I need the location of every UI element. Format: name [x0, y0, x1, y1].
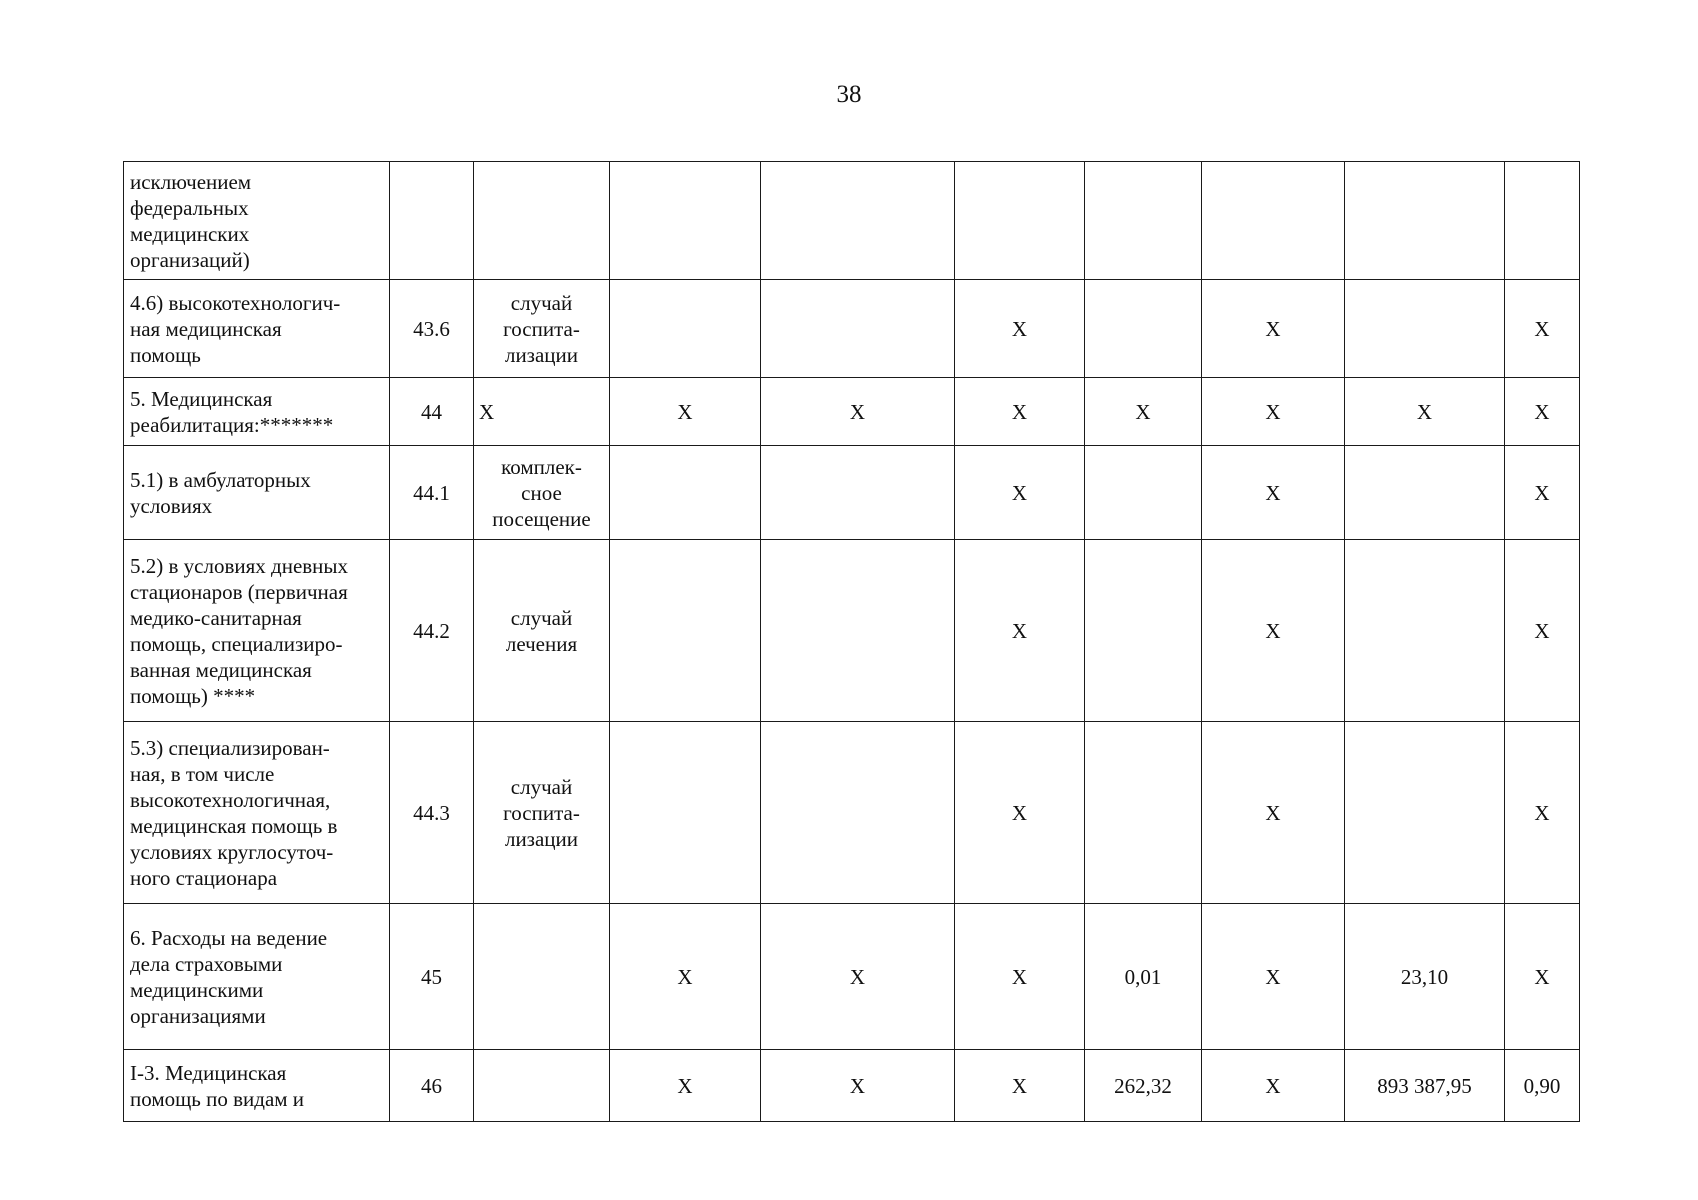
value-cell: X: [761, 1050, 955, 1122]
value-cell: [1345, 280, 1505, 378]
row-name-text: [130, 467, 384, 519]
value-cell: [610, 540, 761, 722]
unit-line: посещение: [492, 506, 591, 531]
row-name-line: дела страховыми: [130, 951, 283, 976]
unit-line: комплек-: [501, 454, 582, 479]
table-row: [124, 904, 1580, 1050]
page-number: 38: [836, 81, 862, 108]
row-name-cell: [124, 378, 390, 446]
value-cell: X: [1505, 378, 1580, 446]
table-row: [124, 446, 1580, 540]
row-code-cell: 46: [390, 1050, 474, 1122]
value-cell: 262,32: [1085, 1050, 1202, 1122]
row-name-cell: [124, 722, 390, 904]
value-cell: X: [1202, 1050, 1345, 1122]
table-row: [124, 280, 1580, 378]
table-row: [124, 722, 1580, 904]
value-cell: [1085, 162, 1202, 280]
value-cell: 23,10: [1345, 904, 1505, 1050]
row-name-line: помощь: [130, 342, 201, 367]
row-name-line: медицинскими: [130, 977, 264, 1002]
value-cell: X: [1505, 280, 1580, 378]
row-name-cell: [124, 162, 390, 280]
row-name-line: организациями: [130, 1003, 266, 1028]
value-cell: X: [761, 378, 955, 446]
value-cell: [1345, 162, 1505, 280]
row-name-line: 5.3) специализирован-: [130, 735, 330, 760]
value-cell: X: [610, 1050, 761, 1122]
row-name-text: [130, 553, 384, 709]
value-cell: [761, 280, 955, 378]
unit-cell: [474, 280, 610, 378]
unit-line: случай: [510, 605, 573, 630]
row-name-line: медицинских: [130, 221, 250, 246]
value-cell: [1505, 162, 1580, 280]
unit-cell: [474, 540, 610, 722]
row-name-text: [130, 169, 384, 273]
value-cell: X: [955, 446, 1085, 540]
row-name-cell: [124, 904, 390, 1050]
unit-line: госпита-: [503, 316, 580, 341]
row-code-cell: 44: [390, 378, 474, 446]
row-name-line: условиях: [130, 493, 213, 518]
value-cell: X: [761, 904, 955, 1050]
value-cell: [955, 162, 1085, 280]
value-cell: X: [610, 904, 761, 1050]
row-name-line: федеральных: [130, 195, 249, 220]
value-cell: X: [955, 722, 1085, 904]
unit-text: [479, 290, 604, 368]
row-name-text: [130, 1060, 384, 1112]
value-cell: [761, 540, 955, 722]
row-code-cell: 45: [390, 904, 474, 1050]
table-row: [124, 1050, 1580, 1122]
value-cell: X: [1202, 446, 1345, 540]
row-name-cell: [124, 540, 390, 722]
value-cell: [761, 162, 955, 280]
row-code-cell: [390, 162, 474, 280]
row-name-line: медицинская помощь в: [130, 813, 338, 838]
value-cell: [610, 446, 761, 540]
row-name-cell: [124, 446, 390, 540]
value-cell: [1085, 540, 1202, 722]
row-name-text: [130, 735, 384, 891]
row-name-line: ванная медицинская: [130, 657, 312, 682]
row-name-line: помощь по видам и: [130, 1086, 305, 1111]
row-name-line: ного стационара: [130, 865, 278, 890]
table-row: [124, 378, 1580, 446]
row-name-text: [130, 925, 384, 1029]
unit-line: госпита-: [503, 800, 580, 825]
value-cell: 0,01: [1085, 904, 1202, 1050]
value-cell: X: [1505, 722, 1580, 904]
value-cell: X: [1202, 904, 1345, 1050]
value-cell: [1345, 540, 1505, 722]
value-cell: [1345, 722, 1505, 904]
row-name-cell: [124, 1050, 390, 1122]
value-cell: X: [1505, 540, 1580, 722]
unit-text: [479, 454, 604, 532]
unit-line: случай: [510, 774, 573, 799]
unit-cell: [474, 162, 610, 280]
value-cell: X: [1202, 722, 1345, 904]
unit-text: [479, 605, 604, 657]
value-cell: X: [1202, 540, 1345, 722]
unit-line: лизации: [504, 342, 579, 367]
unit-cell: [474, 722, 610, 904]
value-cell: [610, 722, 761, 904]
row-name-line: 4.6) высокотехнологич-: [130, 290, 341, 315]
value-cell: [1085, 280, 1202, 378]
value-cell: X: [610, 378, 761, 446]
value-cell: X: [1085, 378, 1202, 446]
row-name-line: 5. Медицинская: [130, 386, 273, 411]
row-name-line: 5.2) в условиях дневных: [130, 553, 349, 578]
row-name-line: ная медицинская: [130, 316, 282, 341]
value-cell: [1085, 446, 1202, 540]
row-name-line: 5.1) в амбулаторных: [130, 467, 311, 492]
row-code-cell: 44.2: [390, 540, 474, 722]
value-cell: X: [1202, 378, 1345, 446]
row-name-text: [130, 386, 384, 438]
row-name-line: условиях круглосуточ-: [130, 839, 334, 864]
value-cell: [610, 162, 761, 280]
row-name-cell: [124, 280, 390, 378]
row-name-line: помощь, специализиро-: [130, 631, 343, 656]
value-cell: X: [1202, 280, 1345, 378]
unit-line: сное: [521, 480, 562, 505]
value-cell: [761, 446, 955, 540]
unit-line: случай: [510, 290, 573, 315]
row-name-line: реабилитация:*******: [130, 412, 334, 437]
row-name-line: стационаров (первичная: [130, 579, 348, 604]
row-code-cell: 43.6: [390, 280, 474, 378]
value-cell: X: [955, 540, 1085, 722]
unit-cell: X: [474, 378, 610, 446]
row-name-text: [130, 290, 384, 368]
value-cell: [761, 722, 955, 904]
value-cell: X: [1505, 446, 1580, 540]
data-table: [123, 161, 1580, 1122]
row-name-line: 6. Расходы на ведение: [130, 925, 328, 950]
value-cell: 893 387,95: [1345, 1050, 1505, 1122]
value-cell: X: [1345, 378, 1505, 446]
unit-text: [479, 774, 604, 852]
table-row: [124, 162, 1580, 280]
unit-line: лечения: [505, 631, 578, 656]
unit-cell: [474, 1050, 610, 1122]
unit-cell: [474, 904, 610, 1050]
value-cell: X: [955, 378, 1085, 446]
row-name-line: медико-санитарная: [130, 605, 302, 630]
value-cell: [1345, 446, 1505, 540]
row-name-line: I-3. Медицинская: [130, 1060, 287, 1085]
unit-line: лизации: [504, 826, 579, 851]
value-cell: 0,90: [1505, 1050, 1580, 1122]
value-cell: X: [955, 904, 1085, 1050]
value-cell: X: [955, 1050, 1085, 1122]
value-cell: [610, 280, 761, 378]
row-name-line: ная, в том числе: [130, 761, 275, 786]
row-name-line: исключением: [130, 169, 252, 194]
row-name-line: помощь) ****: [130, 683, 256, 708]
value-cell: [1202, 162, 1345, 280]
row-name-line: организаций): [130, 247, 250, 272]
row-code-cell: 44.1: [390, 446, 474, 540]
table-body: [124, 162, 1580, 1122]
row-code-cell: 44.3: [390, 722, 474, 904]
value-cell: X: [955, 280, 1085, 378]
table-row: [124, 540, 1580, 722]
value-cell: [1085, 722, 1202, 904]
unit-cell: [474, 446, 610, 540]
row-name-line: высокотехнологичная,: [130, 787, 331, 812]
value-cell: X: [1505, 904, 1580, 1050]
